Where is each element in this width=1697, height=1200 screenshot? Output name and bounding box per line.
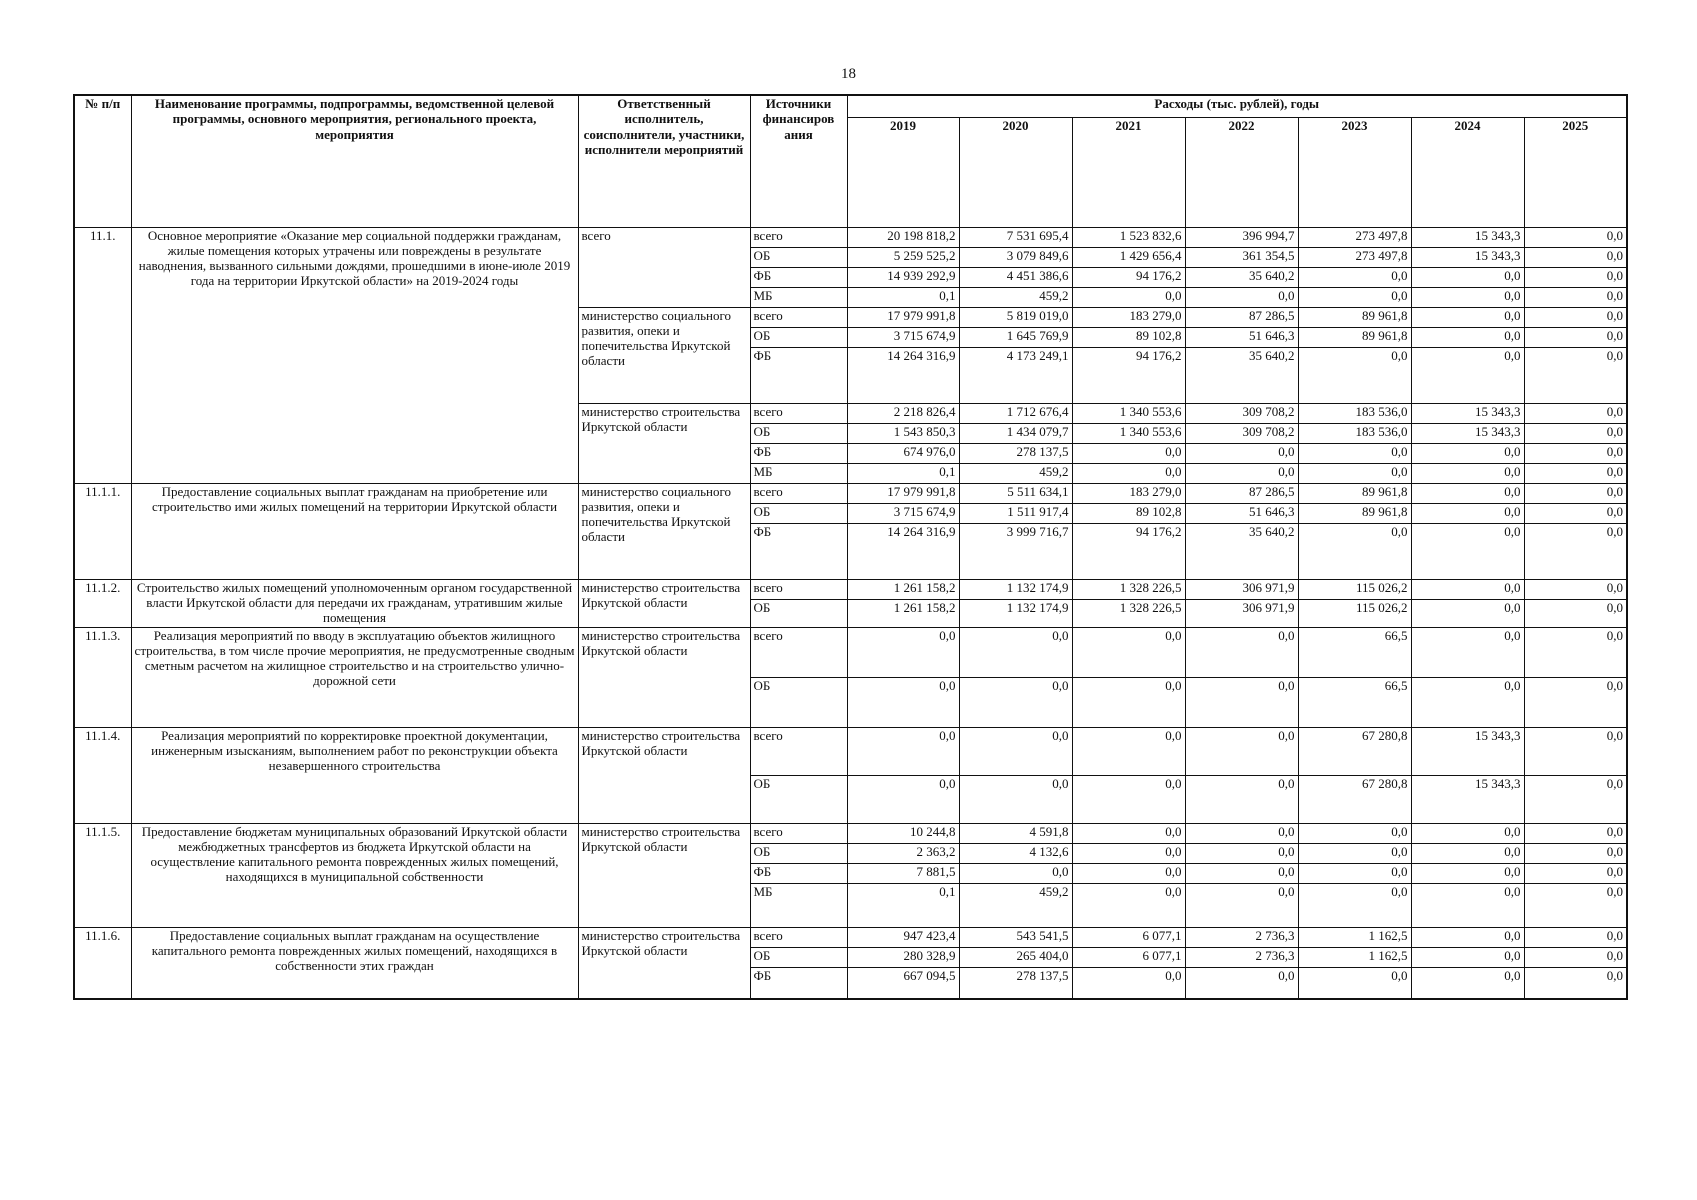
amount-cell: 0,0	[1411, 483, 1524, 503]
amount-cell: 459,2	[959, 883, 1072, 927]
executor-cell: министерство строительства Иркутской области	[578, 403, 750, 483]
amount-cell: 4 132,6	[959, 843, 1072, 863]
amount-cell: 17 979 991,8	[847, 483, 959, 503]
table-header	[74, 95, 1627, 227]
funding-source: всего	[750, 403, 847, 423]
amount-cell: 3 079 849,6	[959, 247, 1072, 267]
amount-cell: 0,0	[1524, 823, 1627, 843]
amount-cell: 0,1	[847, 287, 959, 307]
amount-cell: 1 261 158,2	[847, 599, 959, 627]
amount-cell: 51 646,3	[1185, 503, 1298, 523]
amount-cell: 0,0	[1072, 443, 1185, 463]
amount-cell: 0,0	[1524, 863, 1627, 883]
amount-cell: 0,0	[1524, 927, 1627, 947]
amount-cell: 0,0	[1298, 443, 1411, 463]
amount-cell: 7 881,5	[847, 863, 959, 883]
header-year: 2023	[1298, 117, 1411, 227]
amount-cell: 0,0	[1185, 627, 1298, 677]
amount-cell: 1 261 158,2	[847, 579, 959, 599]
header-year: 2020	[959, 117, 1072, 227]
amount-cell: 35 640,2	[1185, 347, 1298, 403]
amount-cell: 0,0	[1072, 967, 1185, 999]
amount-cell: 280 328,9	[847, 947, 959, 967]
funding-source: ОБ	[750, 247, 847, 267]
amount-cell: 0,0	[1072, 863, 1185, 883]
amount-cell: 0,0	[1298, 843, 1411, 863]
amount-cell: 0,0	[1524, 403, 1627, 423]
amount-cell: 0,0	[1411, 503, 1524, 523]
amount-cell: 89 961,8	[1298, 503, 1411, 523]
funding-source: МБ	[750, 463, 847, 483]
amount-cell: 0,0	[1411, 523, 1524, 579]
amount-cell: 0,0	[1411, 927, 1524, 947]
item-name: Реализация мероприятий по вводу в эксплуатацию объектов жилищного строительства, в том числе прочие мероприятия, не предусмотренные сводным сметным расчетом на жилищное строительство и на строительство улично-дорожной сети	[131, 627, 578, 727]
amount-cell: 2 736,3	[1185, 947, 1298, 967]
amount-cell: 0,0	[959, 727, 1072, 775]
funding-source: всего	[750, 579, 847, 599]
item-code: 11.1.1.	[74, 483, 131, 579]
amount-cell: 0,0	[1524, 443, 1627, 463]
funding-source: всего	[750, 627, 847, 677]
amount-cell: 115 026,2	[1298, 599, 1411, 627]
amount-cell: 0,0	[1298, 883, 1411, 927]
amount-cell: 15 343,3	[1411, 727, 1524, 775]
amount-cell: 0,1	[847, 883, 959, 927]
amount-cell: 35 640,2	[1185, 267, 1298, 287]
amount-cell: 4 591,8	[959, 823, 1072, 843]
funding-source: всего	[750, 727, 847, 775]
amount-cell: 94 176,2	[1072, 267, 1185, 287]
funding-source: ФБ	[750, 347, 847, 403]
amount-cell: 0,0	[1298, 863, 1411, 883]
executor-cell: всего	[578, 227, 750, 307]
amount-cell: 67 280,8	[1298, 775, 1411, 823]
amount-cell: 947 423,4	[847, 927, 959, 947]
amount-cell: 89 961,8	[1298, 307, 1411, 327]
table-row	[74, 823, 1627, 843]
amount-cell: 0,0	[847, 677, 959, 727]
amount-cell: 6 077,1	[1072, 947, 1185, 967]
item-name: Реализация мероприятий по корректировке проектной документации, инженерным изысканиям, выполнением работ по реконструкции объекта незавершенного строительства	[131, 727, 578, 823]
table-row	[74, 579, 1627, 599]
amount-cell: 0,0	[1524, 227, 1627, 247]
amount-cell: 15 343,3	[1411, 775, 1524, 823]
amount-cell: 1 132 174,9	[959, 599, 1072, 627]
amount-cell: 1 328 226,5	[1072, 599, 1185, 627]
amount-cell: 0,0	[1298, 967, 1411, 999]
amount-cell: 0,0	[959, 627, 1072, 677]
amount-cell: 0,0	[1411, 947, 1524, 967]
amount-cell: 1 434 079,7	[959, 423, 1072, 443]
amount-cell: 273 497,8	[1298, 247, 1411, 267]
item-code: 11.1.6.	[74, 927, 131, 999]
amount-cell: 0,0	[847, 775, 959, 823]
amount-cell: 0,0	[1298, 463, 1411, 483]
amount-cell: 0,0	[1185, 863, 1298, 883]
amount-cell: 1 429 656,4	[1072, 247, 1185, 267]
amount-cell: 0,0	[1072, 287, 1185, 307]
executor-cell: министерство строительства Иркутской области	[578, 579, 750, 627]
amount-cell: 183 536,0	[1298, 403, 1411, 423]
funding-source: ОБ	[750, 947, 847, 967]
amount-cell: 543 541,5	[959, 927, 1072, 947]
amount-cell: 94 176,2	[1072, 347, 1185, 403]
amount-cell: 87 286,5	[1185, 307, 1298, 327]
header-no: № п/п	[74, 95, 131, 227]
executor-cell: министерство социального развития, опеки и попечительства Иркутской области	[578, 307, 750, 403]
header-year: 2021	[1072, 117, 1185, 227]
amount-cell: 306 971,9	[1185, 599, 1298, 627]
funding-source: всего	[750, 307, 847, 327]
amount-cell: 0,0	[1298, 347, 1411, 403]
amount-cell: 5 819 019,0	[959, 307, 1072, 327]
item-name: Предоставление социальных выплат гражданам на приобретение или строительство ими жилых помещений на территории Иркутской области	[131, 483, 578, 579]
amount-cell: 0,0	[1185, 883, 1298, 927]
amount-cell: 2 218 826,4	[847, 403, 959, 423]
amount-cell: 0,0	[1072, 775, 1185, 823]
budget-table	[73, 94, 1628, 1000]
amount-cell: 0,0	[1072, 677, 1185, 727]
amount-cell: 1 132 174,9	[959, 579, 1072, 599]
item-code: 11.1.4.	[74, 727, 131, 823]
amount-cell: 0,0	[1411, 287, 1524, 307]
amount-cell: 459,2	[959, 463, 1072, 483]
funding-source: ОБ	[750, 775, 847, 823]
amount-cell: 3 715 674,9	[847, 503, 959, 523]
amount-cell: 1 340 553,6	[1072, 423, 1185, 443]
amount-cell: 183 536,0	[1298, 423, 1411, 443]
amount-cell: 396 994,7	[1185, 227, 1298, 247]
funding-source: ОБ	[750, 423, 847, 443]
amount-cell: 265 404,0	[959, 947, 1072, 967]
funding-source: ФБ	[750, 443, 847, 463]
amount-cell: 0,0	[1524, 727, 1627, 775]
amount-cell: 15 343,3	[1411, 247, 1524, 267]
amount-cell: 667 094,5	[847, 967, 959, 999]
amount-cell: 0,0	[1524, 579, 1627, 599]
amount-cell: 0,0	[1524, 287, 1627, 307]
funding-source: всего	[750, 227, 847, 247]
item-name: Строительство жилых помещений уполномоченным органом государственной власти Иркутской области для передачи их гражданам, утратившим жилые помещения	[131, 579, 578, 627]
amount-cell: 0,0	[1185, 843, 1298, 863]
amount-cell: 0,0	[1524, 503, 1627, 523]
amount-cell: 67 280,8	[1298, 727, 1411, 775]
amount-cell: 0,0	[1411, 599, 1524, 627]
amount-cell: 1 543 850,3	[847, 423, 959, 443]
executor-cell: министерство строительства Иркутской области	[578, 727, 750, 823]
amount-cell: 94 176,2	[1072, 523, 1185, 579]
amount-cell: 0,0	[1298, 267, 1411, 287]
amount-cell: 0,0	[1411, 579, 1524, 599]
item-code: 11.1.5.	[74, 823, 131, 927]
amount-cell: 0,0	[959, 775, 1072, 823]
amount-cell: 0,0	[1524, 523, 1627, 579]
amount-cell: 6 077,1	[1072, 927, 1185, 947]
amount-cell: 0,0	[1411, 627, 1524, 677]
amount-cell: 14 264 316,9	[847, 347, 959, 403]
amount-cell: 89 102,8	[1072, 503, 1185, 523]
funding-source: ФБ	[750, 267, 847, 287]
amount-cell: 0,0	[1524, 307, 1627, 327]
funding-source: ОБ	[750, 843, 847, 863]
amount-cell: 0,0	[1298, 823, 1411, 843]
amount-cell: 35 640,2	[1185, 523, 1298, 579]
amount-cell: 0,0	[847, 727, 959, 775]
amount-cell: 0,0	[959, 677, 1072, 727]
header-year: 2019	[847, 117, 959, 227]
amount-cell: 1 162,5	[1298, 947, 1411, 967]
amount-cell: 0,0	[1411, 967, 1524, 999]
amount-cell: 14 939 292,9	[847, 267, 959, 287]
table-row	[74, 227, 1627, 247]
amount-cell: 0,0	[1072, 727, 1185, 775]
amount-cell: 0,0	[1524, 327, 1627, 347]
amount-cell: 0,0	[1298, 287, 1411, 307]
amount-cell: 15 343,3	[1411, 423, 1524, 443]
amount-cell: 0,0	[1298, 523, 1411, 579]
table-row	[74, 483, 1627, 503]
amount-cell: 20 198 818,2	[847, 227, 959, 247]
funding-source: ФБ	[750, 863, 847, 883]
amount-cell: 0,0	[1524, 883, 1627, 927]
amount-cell: 459,2	[959, 287, 1072, 307]
funding-source: всего	[750, 483, 847, 503]
funding-source: ОБ	[750, 327, 847, 347]
item-name: Предоставление бюджетам муниципальных образований Иркутской области межбюджетных трансфертов из бюджета Иркутской области на осуществление капитального ремонта поврежденных жилых помещений, находящихся в муниципальной собственности	[131, 823, 578, 927]
amount-cell: 0,0	[1524, 483, 1627, 503]
amount-cell: 17 979 991,8	[847, 307, 959, 327]
amount-cell: 0,0	[1524, 775, 1627, 823]
amount-cell: 0,0	[1524, 267, 1627, 287]
amount-cell: 0,0	[1524, 967, 1627, 999]
amount-cell: 1 712 676,4	[959, 403, 1072, 423]
amount-cell: 1 162,5	[1298, 927, 1411, 947]
page-number: 18	[841, 66, 856, 82]
header-name: Наименование программы, подпрограммы, ведомственной целевой программы, основного мероприятия, регионального проекта, мероприятия	[131, 95, 578, 227]
header-source: Источники финансиров ания	[750, 95, 847, 227]
amount-cell: 15 343,3	[1411, 227, 1524, 247]
amount-cell: 309 708,2	[1185, 403, 1298, 423]
amount-cell: 0,0	[1411, 883, 1524, 927]
amount-cell: 0,0	[1411, 267, 1524, 287]
amount-cell: 0,0	[1524, 627, 1627, 677]
amount-cell: 0,0	[1185, 967, 1298, 999]
item-code: 11.1.3.	[74, 627, 131, 727]
amount-cell: 2 736,3	[1185, 927, 1298, 947]
amount-cell: 0,0	[1411, 843, 1524, 863]
amount-cell: 5 259 525,2	[847, 247, 959, 267]
item-code: 11.1.	[74, 227, 131, 483]
amount-cell: 0,0	[1072, 843, 1185, 863]
amount-cell: 0,0	[959, 863, 1072, 883]
amount-cell: 1 511 917,4	[959, 503, 1072, 523]
amount-cell: 278 137,5	[959, 967, 1072, 999]
header-executor: Ответственный исполнитель, соисполнители, участники, исполнители мероприятий	[578, 95, 750, 227]
amount-cell: 273 497,8	[1298, 227, 1411, 247]
amount-cell: 183 279,0	[1072, 483, 1185, 503]
amount-cell: 0,0	[1524, 347, 1627, 403]
amount-cell: 0,0	[1072, 823, 1185, 843]
amount-cell: 66,5	[1298, 677, 1411, 727]
amount-cell: 0,0	[1524, 423, 1627, 443]
amount-cell: 0,0	[1185, 775, 1298, 823]
header-year: 2024	[1411, 117, 1524, 227]
amount-cell: 89 102,8	[1072, 327, 1185, 347]
funding-source: всего	[750, 823, 847, 843]
amount-cell: 1 645 769,9	[959, 327, 1072, 347]
header-expenses: Расходы (тыс. рублей), годы	[847, 95, 1627, 117]
amount-cell: 0,0	[1524, 947, 1627, 967]
amount-cell: 2 363,2	[847, 843, 959, 863]
funding-source: ОБ	[750, 677, 847, 727]
amount-cell: 3 715 674,9	[847, 327, 959, 347]
amount-cell: 0,0	[1185, 727, 1298, 775]
amount-cell: 0,0	[1524, 247, 1627, 267]
executor-cell: министерство строительства Иркутской области	[578, 927, 750, 999]
amount-cell: 89 961,8	[1298, 483, 1411, 503]
amount-cell: 0,0	[1524, 599, 1627, 627]
amount-cell: 0,0	[1411, 677, 1524, 727]
amount-cell: 0,0	[1185, 463, 1298, 483]
executor-cell: министерство строительства Иркутской области	[578, 627, 750, 727]
amount-cell: 674 976,0	[847, 443, 959, 463]
amount-cell: 0,0	[1185, 677, 1298, 727]
funding-source: МБ	[750, 883, 847, 927]
executor-cell: министерство социального развития, опеки и попечительства Иркутской области	[578, 483, 750, 579]
amount-cell: 3 999 716,7	[959, 523, 1072, 579]
amount-cell: 89 961,8	[1298, 327, 1411, 347]
amount-cell: 1 340 553,6	[1072, 403, 1185, 423]
amount-cell: 1 328 226,5	[1072, 579, 1185, 599]
item-code: 11.1.2.	[74, 579, 131, 627]
amount-cell: 115 026,2	[1298, 579, 1411, 599]
amount-cell: 0,0	[1411, 347, 1524, 403]
table-row	[74, 627, 1627, 677]
table-body	[74, 227, 1627, 999]
amount-cell: 4 173 249,1	[959, 347, 1072, 403]
amount-cell: 0,0	[1411, 463, 1524, 483]
amount-cell: 0,0	[1185, 287, 1298, 307]
amount-cell: 15 343,3	[1411, 403, 1524, 423]
amount-cell: 4 451 386,6	[959, 267, 1072, 287]
header-year: 2022	[1185, 117, 1298, 227]
amount-cell: 51 646,3	[1185, 327, 1298, 347]
amount-cell: 1 523 832,6	[1072, 227, 1185, 247]
amount-cell: 306 971,9	[1185, 579, 1298, 599]
item-name: Основное мероприятие «Оказание мер социальной поддержки гражданам, жилые помещения которых утрачены или повреждены в результате наводнения, вызванного сильными дождями, прошедшими в июне-июле 2019 года на территории Иркутской области» на 2019-2024 годы	[131, 227, 578, 483]
amount-cell: 0,0	[1185, 823, 1298, 843]
amount-cell: 361 354,5	[1185, 247, 1298, 267]
amount-cell: 14 264 316,9	[847, 523, 959, 579]
amount-cell: 87 286,5	[1185, 483, 1298, 503]
amount-cell: 0,0	[1524, 463, 1627, 483]
item-name: Предоставление социальных выплат гражданам на осуществление капитального ремонта поврежденных жилых помещений, находящихся в собственности этих граждан	[131, 927, 578, 999]
table-row	[74, 727, 1627, 775]
amount-cell: 10 244,8	[847, 823, 959, 843]
amount-cell: 0,0	[1524, 843, 1627, 863]
funding-source: ФБ	[750, 967, 847, 999]
amount-cell: 0,0	[1411, 307, 1524, 327]
amount-cell: 309 708,2	[1185, 423, 1298, 443]
table-row	[74, 927, 1627, 947]
executor-cell: министерство строительства Иркутской области	[578, 823, 750, 927]
amount-cell: 0,0	[847, 627, 959, 677]
amount-cell: 0,0	[1411, 443, 1524, 463]
amount-cell: 0,0	[1185, 443, 1298, 463]
amount-cell: 66,5	[1298, 627, 1411, 677]
amount-cell: 278 137,5	[959, 443, 1072, 463]
header-year: 2025	[1524, 117, 1627, 227]
funding-source: МБ	[750, 287, 847, 307]
amount-cell: 0,0	[1524, 677, 1627, 727]
amount-cell: 5 511 634,1	[959, 483, 1072, 503]
amount-cell: 0,1	[847, 463, 959, 483]
funding-source: ФБ	[750, 523, 847, 579]
amount-cell: 183 279,0	[1072, 307, 1185, 327]
amount-cell: 0,0	[1411, 823, 1524, 843]
amount-cell: 0,0	[1072, 463, 1185, 483]
amount-cell: 7 531 695,4	[959, 227, 1072, 247]
amount-cell: 0,0	[1411, 327, 1524, 347]
amount-cell: 0,0	[1072, 627, 1185, 677]
funding-source: ОБ	[750, 599, 847, 627]
amount-cell: 0,0	[1072, 883, 1185, 927]
funding-source: ОБ	[750, 503, 847, 523]
amount-cell: 0,0	[1411, 863, 1524, 883]
funding-source: всего	[750, 927, 847, 947]
